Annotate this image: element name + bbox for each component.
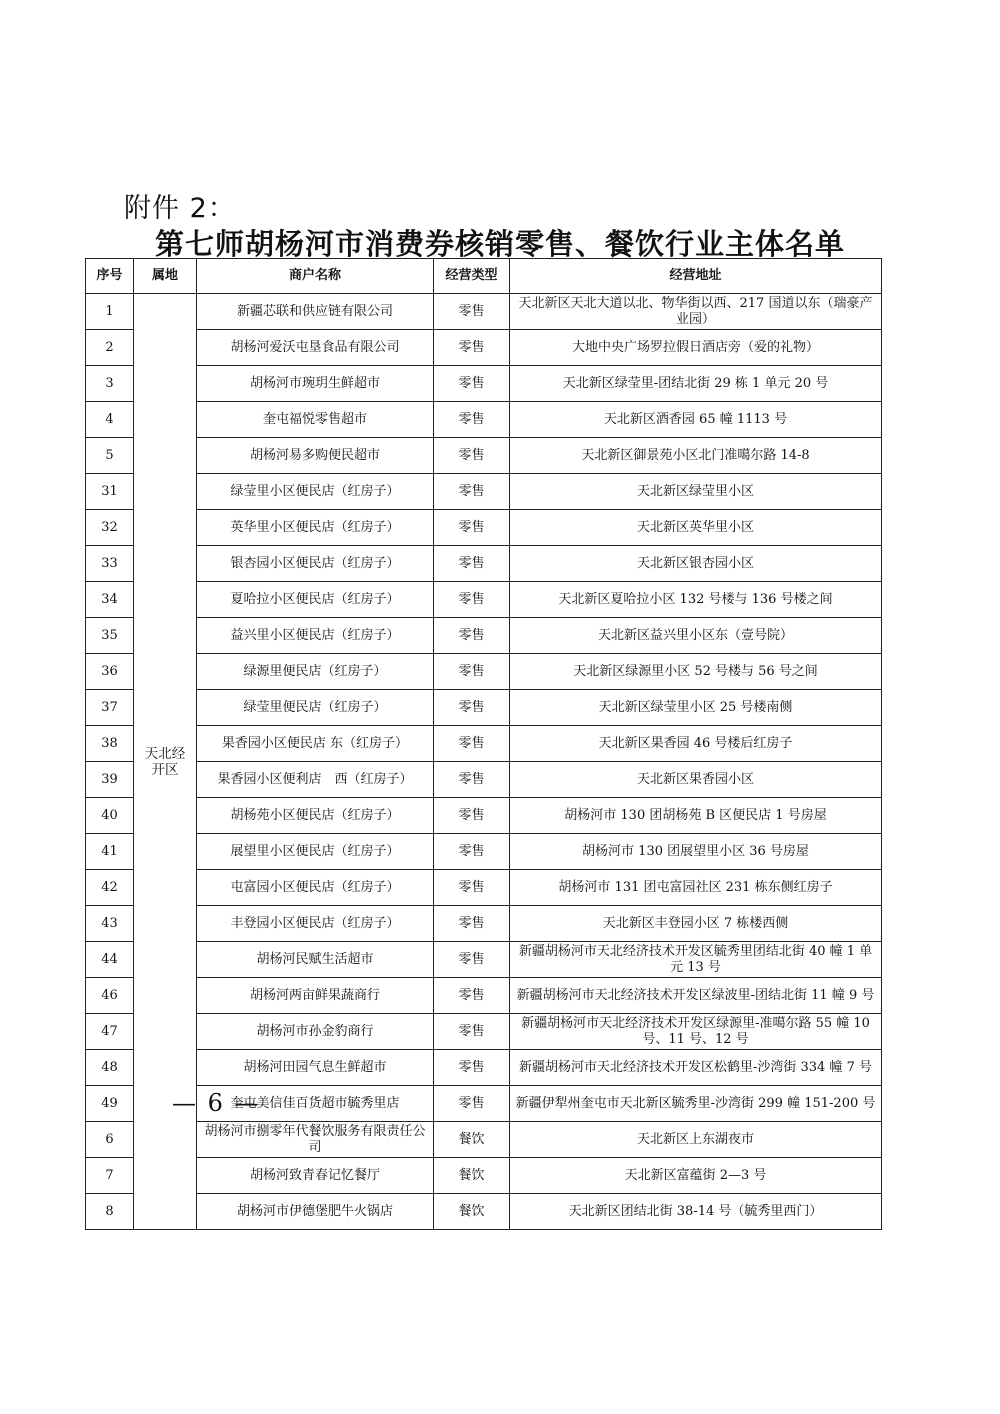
merchant-name: 胡杨河致青春记忆餐厅	[197, 1158, 434, 1194]
merchant-name: 胡杨河市孙金豹商行	[197, 1014, 434, 1050]
business-type: 零售	[434, 546, 510, 582]
table-header-row	[86, 259, 882, 294]
table-row	[86, 1158, 882, 1194]
document-title: 第七师胡杨河市消费券核销零售、餐饮行业主体名单	[154, 227, 845, 261]
table-row	[86, 330, 882, 366]
merchant-name: 绿源里便民店（红房子）	[197, 654, 434, 690]
merchant-name: 夏哈拉小区便民店（红房子）	[197, 582, 434, 618]
merchant-name: 胡杨河民赋生活超市	[197, 942, 434, 978]
table-row	[86, 402, 882, 438]
business-type: 零售	[434, 834, 510, 870]
business-address: 天北新区酒香园 65 幢 1113 号	[510, 402, 882, 438]
business-type: 零售	[434, 654, 510, 690]
row-number: 38	[86, 726, 134, 762]
merchant-name: 胡杨河市琬玥生鲜超市	[197, 366, 434, 402]
merchant-name: 果香园小区便民店 东（红房子）	[197, 726, 434, 762]
merchant-name: 胡杨河市伊德堡肥牛火锅店	[197, 1194, 434, 1230]
row-number: 35	[86, 618, 134, 654]
row-number: 4	[86, 402, 134, 438]
row-number: 33	[86, 546, 134, 582]
merchant-name: 奎屯福悦零售超市	[197, 402, 434, 438]
merchant-name: 展望里小区便民店（红房子）	[197, 834, 434, 870]
row-number: 41	[86, 834, 134, 870]
business-address: 天北新区绿源里小区 52 号楼与 56 号之间	[510, 654, 882, 690]
merchant-name: 屯富园小区便民店（红房子）	[197, 870, 434, 906]
business-type: 零售	[434, 474, 510, 510]
business-type: 零售	[434, 1050, 510, 1086]
row-number: 5	[86, 438, 134, 474]
merchant-name: 银杏园小区便民店（红房子）	[197, 546, 434, 582]
merchant-name: 英华里小区便民店（红房子）	[197, 510, 434, 546]
business-address: 天北新区英华里小区	[510, 510, 882, 546]
business-address: 天北新区团结北街 38-14 号（毓秀里西门）	[510, 1194, 882, 1230]
row-number: 49	[86, 1086, 134, 1122]
row-number: 42	[86, 870, 134, 906]
business-address: 天北新区上东湖夜市	[510, 1122, 882, 1158]
row-number: 3	[86, 366, 134, 402]
business-address: 新疆胡杨河市天北经济技术开发区毓秀里团结北街 40 幢 1 单元 13 号	[510, 942, 882, 978]
table-row	[86, 366, 882, 402]
row-number: 32	[86, 510, 134, 546]
table-row	[86, 474, 882, 510]
merchant-name: 绿莹里便民店（红房子）	[197, 690, 434, 726]
table-row	[86, 834, 882, 870]
merchant-table	[85, 258, 882, 1230]
merchant-name: 胡杨河易多购便民超市	[197, 438, 434, 474]
business-type: 零售	[434, 1014, 510, 1050]
row-number: 36	[86, 654, 134, 690]
row-number: 2	[86, 330, 134, 366]
row-number: 40	[86, 798, 134, 834]
business-address: 天北新区果香园 46 号楼后红房子	[510, 726, 882, 762]
business-address: 天北新区银杏园小区	[510, 546, 882, 582]
business-type: 零售	[434, 618, 510, 654]
row-number: 44	[86, 942, 134, 978]
business-type: 零售	[434, 402, 510, 438]
table-row	[86, 798, 882, 834]
row-number: 6	[86, 1122, 134, 1158]
table-row	[86, 942, 882, 978]
table-row	[86, 546, 882, 582]
business-type: 零售	[434, 690, 510, 726]
merchant-name: 胡杨河两亩鲜果蔬商行	[197, 978, 434, 1014]
business-address: 新疆胡杨河市天北经济技术开发区松鹤里-沙湾街 334 幢 7 号	[510, 1050, 882, 1086]
table-row	[86, 1014, 882, 1050]
header-number: 序号	[86, 259, 134, 294]
merchant-name: 果香园小区便利店 西（红房子）	[197, 762, 434, 798]
table-row	[86, 618, 882, 654]
page-number: — 6 —	[172, 1089, 261, 1117]
business-address: 天北新区绿莹里小区	[510, 474, 882, 510]
table-row	[86, 690, 882, 726]
row-number: 1	[86, 294, 134, 330]
merchant-name: 益兴里小区便民店（红房子）	[197, 618, 434, 654]
region-cell: 天北经开区	[134, 294, 197, 1230]
merchant-name: 新疆芯联和供应链有限公司	[197, 294, 434, 330]
merchant-name: 胡杨河田园气息生鲜超市	[197, 1050, 434, 1086]
table-row	[86, 582, 882, 618]
business-address: 胡杨河市 131 团屯富园社区 231 栋东侧红房子	[510, 870, 882, 906]
business-address: 胡杨河市 130 团胡杨苑 B 区便民店 1 号房屋	[510, 798, 882, 834]
row-number: 46	[86, 978, 134, 1014]
row-number: 37	[86, 690, 134, 726]
business-address: 胡杨河市 130 团展望里小区 36 号房屋	[510, 834, 882, 870]
header-address: 经营地址	[510, 259, 882, 294]
merchant-name: 绿莹里小区便民店（红房子）	[197, 474, 434, 510]
row-number: 34	[86, 582, 134, 618]
business-type: 零售	[434, 366, 510, 402]
merchant-name: 胡杨河爱沃屯垦食品有限公司	[197, 330, 434, 366]
row-number: 43	[86, 906, 134, 942]
business-type: 零售	[434, 978, 510, 1014]
table-row	[86, 1194, 882, 1230]
table-row	[86, 762, 882, 798]
merchant-name: 丰登园小区便民店（红房子）	[197, 906, 434, 942]
business-address: 天北新区果香园小区	[510, 762, 882, 798]
table-row	[86, 1122, 882, 1158]
business-address: 天北新区富蕴街 2—3 号	[510, 1158, 882, 1194]
header-business-type: 经营类型	[434, 259, 510, 294]
business-address: 天北新区夏哈拉小区 132 号楼与 136 号楼之间	[510, 582, 882, 618]
row-number: 39	[86, 762, 134, 798]
table-row	[86, 870, 882, 906]
business-type: 零售	[434, 870, 510, 906]
business-address: 天北新区御景苑小区北门准噶尔路 14-8	[510, 438, 882, 474]
business-address: 新疆胡杨河市天北经济技术开发区绿波里-团结北街 11 幢 9 号	[510, 978, 882, 1014]
business-type: 餐饮	[434, 1158, 510, 1194]
business-type: 零售	[434, 330, 510, 366]
business-type: 零售	[434, 582, 510, 618]
table-row	[86, 1050, 882, 1086]
row-number: 8	[86, 1194, 134, 1230]
table-row	[86, 510, 882, 546]
business-type: 餐饮	[434, 1122, 510, 1158]
business-address: 天北新区丰登园小区 7 栋楼西侧	[510, 906, 882, 942]
merchant-name: 胡杨河市捌零年代餐饮服务有限责任公司	[197, 1122, 434, 1158]
table-row	[86, 438, 882, 474]
header-region: 属地	[134, 259, 197, 294]
table-row	[86, 726, 882, 762]
business-address: 天北新区益兴里小区东（壹号院）	[510, 618, 882, 654]
business-type: 零售	[434, 798, 510, 834]
row-number: 48	[86, 1050, 134, 1086]
business-type: 零售	[434, 942, 510, 978]
business-type: 零售	[434, 726, 510, 762]
row-number: 47	[86, 1014, 134, 1050]
row-number: 31	[86, 474, 134, 510]
business-address: 大地中央广场罗拉假日酒店旁（爱的礼物）	[510, 330, 882, 366]
business-address: 天北新区天北大道以北、物华街以西、217 国道以东（瑞豪产业园）	[510, 294, 882, 330]
attachment-label: 附件 2：	[124, 193, 236, 224]
business-type: 零售	[434, 510, 510, 546]
table-row	[86, 294, 882, 330]
merchant-name: 胡杨苑小区便民店（红房子）	[197, 798, 434, 834]
header-merchant-name: 商户名称	[197, 259, 434, 294]
table-row	[86, 654, 882, 690]
table-row	[86, 906, 882, 942]
business-type: 零售	[434, 762, 510, 798]
row-number: 7	[86, 1158, 134, 1194]
business-address: 新疆伊犁州奎屯市天北新区毓秀里-沙湾街 299 幢 151-200 号	[510, 1086, 882, 1122]
business-type: 零售	[434, 438, 510, 474]
business-type: 餐饮	[434, 1194, 510, 1230]
business-type: 零售	[434, 906, 510, 942]
table-row	[86, 978, 882, 1014]
business-address: 新疆胡杨河市天北经济技术开发区绿源里-准噶尔路 55 幢 10 号、11 号、12 号	[510, 1014, 882, 1050]
business-address: 天北新区绿莹里小区 25 号楼南侧	[510, 690, 882, 726]
business-type: 零售	[434, 294, 510, 330]
merchant-name: 奎屯美信佳百货超市毓秀里店	[197, 1086, 434, 1122]
business-address: 天北新区绿莹里-团结北街 29 栋 1 单元 20 号	[510, 366, 882, 402]
business-type: 零售	[434, 1086, 510, 1122]
